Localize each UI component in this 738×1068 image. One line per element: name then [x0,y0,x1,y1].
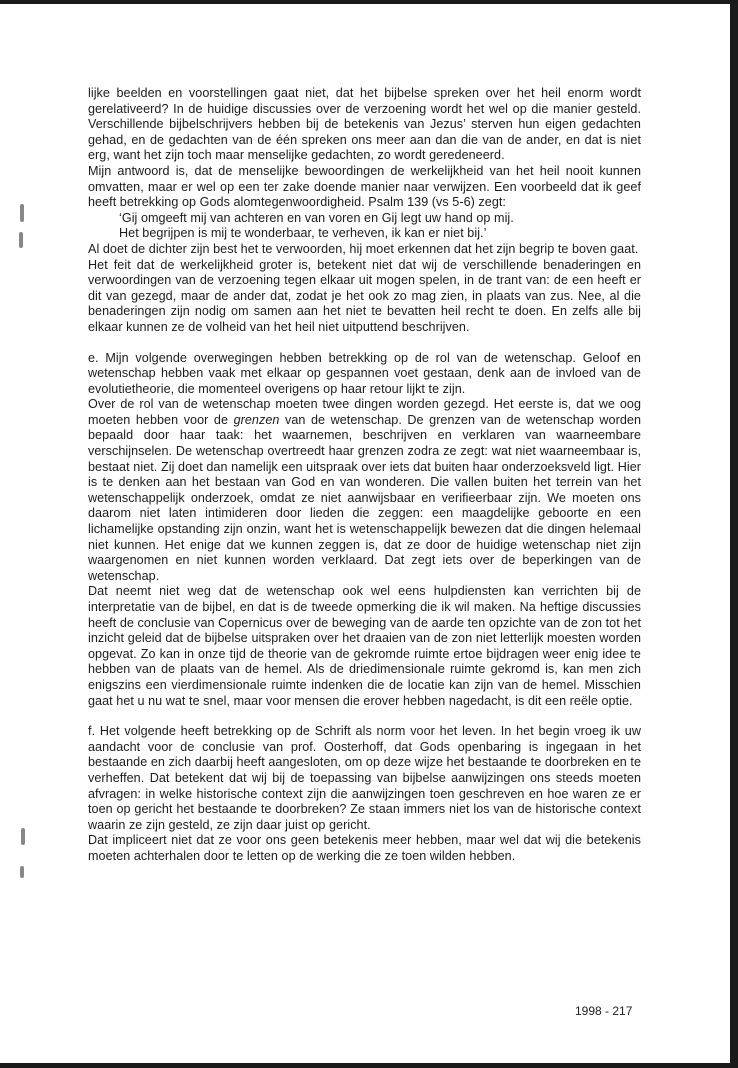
paragraph: Dat neemt niet weg dat de wetenschap ook wel eens hulpdiensten kan verrichten bij de interpretatie van de bijbel, en dat is de tweede opmerking die ik wil maken. Na heftige discussies heeft de conclusie van Copernicus over de beweging van de aarde ten opzichte van de zon tot het inzicht geleid dat de bijbelse uitspraken over het draaien van de zon niet letterlijk moesten worden opgevat. Zo kan in onze tijd de theorie van de gekromde ruimte ertoe bijdragen weer enig idee te hebben van de plaats van de hemel. Als de driedimensionale ruimte gekromd is, kan men zich enigszins een vierdimensionale ruimte indenken die de locatie kan zijn van de hemel. Misschien gaat het u nu wat te snel, maar voor mensen die erover hebben nagedacht, is dit een reële optie. [88,584,641,708]
paragraph: Het feit dat de werkelijkheid groter is, betekent niet dat wij de verschillende benaderingen en verwoordingen van de verzoening tegen elkaar uit mogen spelen, in de trant van: de een heeft er dit van gezegd, maar de ander dat, zodat je het ook zo mag zien, in plaats van zus. Nee, al die benaderingen zijn nodig om samen aan het niet te bevatten heil recht te doen. En zelfs alle bij elkaar kunnen ze de volheid van het heil niet uitputtend beschrijven. [88,257,641,334]
margin-mark [20,204,24,222]
paragraph: Al doet de dichter zijn best het te verwoorden, hij moet erkennen dat het zijn begrip te boven gaat. [88,241,639,256]
quote-line: Het begrijpen is mij te wonderbaar, te verheven, ik kan er niet bij.’ [119,226,487,241]
margin-mark [21,828,25,845]
margin-mark [19,232,23,248]
scan-right-edge [730,0,738,1068]
section-e-intro: e. Mijn volgende overwegingen hebben betrekking op de rol van de wetenschap. Geloof en wetenschap hebben vaak met elkaar op gespannen voet gestaan, denk aan de invloed van de evolutietheorie, die momenteel overigens op haar retour lijkt te zijn. [88,350,641,396]
scan-top-edge [0,0,738,4]
margin-mark [20,866,24,878]
paragraph: Dat impliceert niet dat ze voor ons geen betekenis meer hebben, maar wel dat wij die betekenis moeten achterhalen door te letten op de werking die ze toen wilden hebben. [88,833,641,863]
quote-line: ‘Gij omgeeft mij van achteren en van voren en Gij legt uw hand op mij. [119,210,514,225]
page-number: 1998 - 217 [575,1004,633,1018]
paragraph-grenzen: Over de rol van de wetenschap moeten twee dingen worden gezegd. Het eerste is, dat we oog moeten hebben voor de grenzen van de wetenschap. De grenzen van de wetenschap worden bepaald door haar taak: het waarnemen, beschrijven en verklaren van waarneembare verschijnselen. De wetenschap overtreedt haar grenzen zodra ze zegt: wat niet waarneembaar is, bestaat niet. Zij doet dan namelijk een uitspraak over iets dat buiten haar onderzoeksveld ligt. Hier is te denken aan het bestaan van God en van wonderen. Die vallen buiten het terrein van het wetenschappelijk onderzoek, omdat ze niet aanwijsbaar en verifieerbaar zijn. We moeten ons daarom niet laten intimideren door lieden die zeggen: een maagdelijke geboorte en een lichamelijke opstanding zijn onzin, want het is wetenschappelijk bewezen dat die dingen helemaal niet kunnen. Het enige dat we kunnen zeggen is, dat ze door de huidige wetenschap niet zijn waargenomen en niet kunnen worden verklaard. Dat zegt iets over de beperkingen van de wetenschap. [88,397,642,583]
page-body [88,86,641,865]
scan-bottom-edge [0,1063,738,1068]
section-f-intro: f. Het volgende heeft betrekking op de Schrift als norm voor het leven. In het begin vroeg ik uw aandacht voor de conclusie van prof. Oosterhoff, dat Gods openbaring is ingegaan in het bestaande en zich daarbij heeft aangesloten, om op deze wijze het bestaande te doorbreken en te verheffen. Dat betekent dat wij bij de toepassing van bijbelse aanwijzingen ons steeds moeten afvragen: in welke historische context zijn die aanwijzingen toen geschreven en hoe waren ze er toen op gericht het bestaande te doorbreken? Ze staan immers niet los van de historische context waarin ze zijn gesteld, ze zijn daar juist op gericht. [88,724,641,832]
paragraph: lijke beelden en voorstellingen gaat niet, dat het bijbelse spreken over het heil enorm wordt gerelativeerd? In de huidige discussies over de verzoening wordt het wel op die manier gesteld. Verschillende bijbelschrijvers hebben bij de betekenis van Jezus’ sterven hun eigen gedachten gehad, en de gedachten van de één spreken ons meer aan dan die van de ander, en dat is niet erg, want het zijn toch maar menselijke gedachten, zo wordt geredeneerd. [88,86,641,163]
emphasized-word: grenzen [233,412,280,427]
paragraph: Mijn antwoord is, dat de menselijke bewoordingen de werkelijkheid van het heil nooit kunnen omvatten, maar er wel op een ter zake doende manier naar verwijzen. Een voorbeeld dat ik geef heeft betrekking op Gods alomtegenwoordigheid. Psalm 139 (vs 5-6) zegt: [88,163,641,210]
